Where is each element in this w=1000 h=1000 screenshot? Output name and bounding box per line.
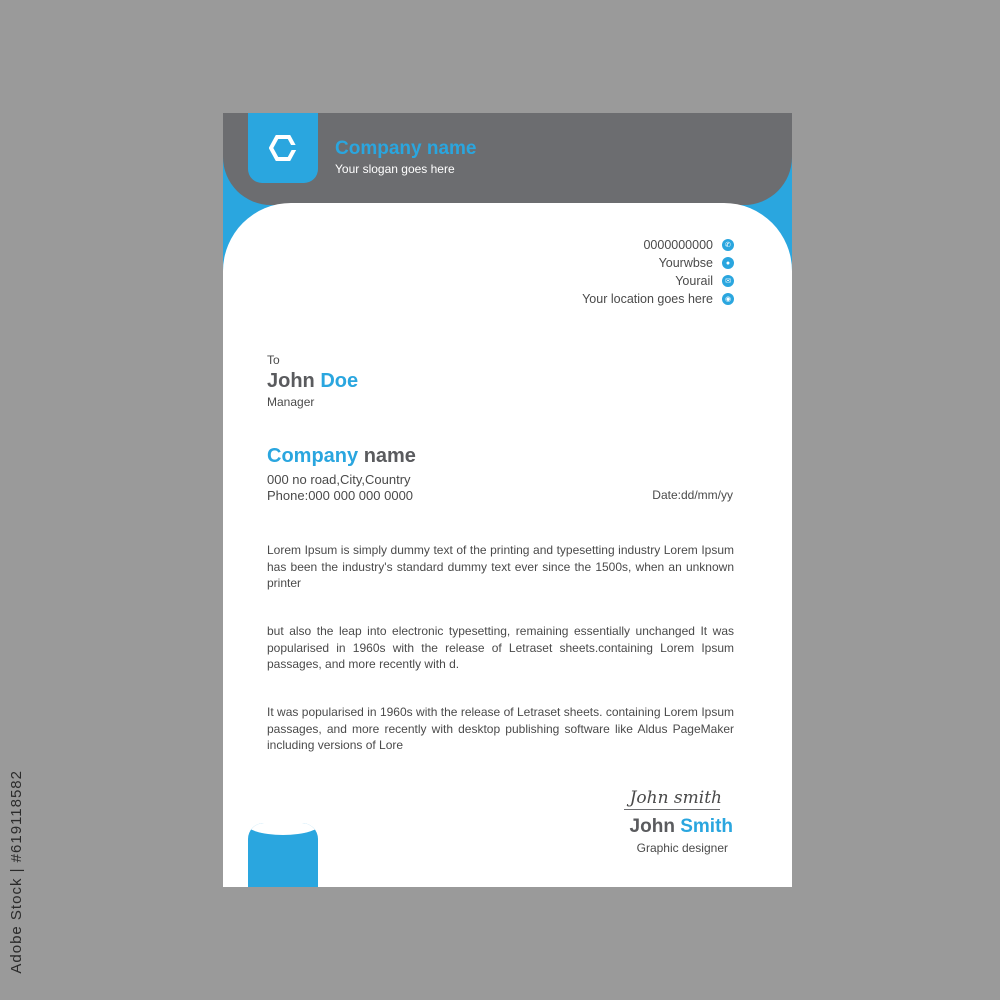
bottom-tab-notch (248, 823, 318, 835)
signer-last-name: Smith (680, 816, 733, 837)
recipient-first-name: John (267, 370, 315, 392)
signer-role: Graphic designer (636, 841, 728, 855)
letterhead-page (223, 113, 792, 887)
contact-phone-text: 0000000000 (643, 238, 713, 252)
location-icon: ◉ (722, 293, 734, 305)
contact-block (582, 236, 734, 308)
company-name-part1: Company (267, 445, 359, 467)
company-name-part2: name (363, 445, 416, 467)
contact-website-text: Yourwbse (658, 256, 713, 270)
contact-phone (582, 236, 734, 254)
contact-email-text: Yourail (675, 274, 713, 288)
letter-date: Date:dd/mm/yy (652, 488, 733, 502)
recipient-last-name: Doe (320, 370, 359, 392)
signer-name (630, 816, 733, 838)
recipient-name (267, 370, 358, 393)
contact-location (582, 290, 734, 308)
hexagon-logo-icon (269, 135, 297, 161)
recipient-role: Manager (267, 395, 315, 409)
company-phone: Phone:000 000 000 0000 (267, 488, 414, 503)
bottom-accent-tab (248, 823, 318, 887)
header-slogan: Your slogan goes here (335, 162, 455, 176)
recipient-company-name (267, 445, 416, 468)
body-paragraph: It was popularised in 1960s with the release of Letraset sheets. containing Lorem Ipsum passages, and more recently with desktop publishing software like Aldus PageMaker including versions of Lore (267, 705, 734, 752)
company-address: 000 no road,City,Country (267, 472, 411, 487)
globe-icon: ● (722, 257, 734, 269)
logo-box (248, 113, 318, 183)
signer-first-name: John (629, 816, 675, 837)
mail-icon: ✉ (722, 275, 734, 287)
contact-location-text: Your location goes here (582, 292, 713, 306)
phone-icon: ✆ (722, 239, 734, 251)
stock-id-watermark: Adobe Stock | #619118582 (8, 770, 25, 974)
contact-email (582, 272, 734, 290)
body-paragraph: Lorem Ipsum is simply dummy text of the printing and typesetting industry Lorem Ipsum has been the industry's standard dummy text ever since the 1500s, when an unknown printer (267, 543, 734, 590)
contact-website (582, 254, 734, 272)
body-paragraph: but also the leap into electronic typesetting, remaining essentially unchanged It was popularised in 1960s with the release of Letraset sheets.containing Lorem Ipsum passages, and more recently with d. (267, 624, 734, 671)
to-label: To (267, 353, 280, 367)
handwritten-signature: John smith (629, 788, 722, 808)
signature-line (624, 809, 720, 810)
header-company-name: Company name (335, 138, 477, 159)
